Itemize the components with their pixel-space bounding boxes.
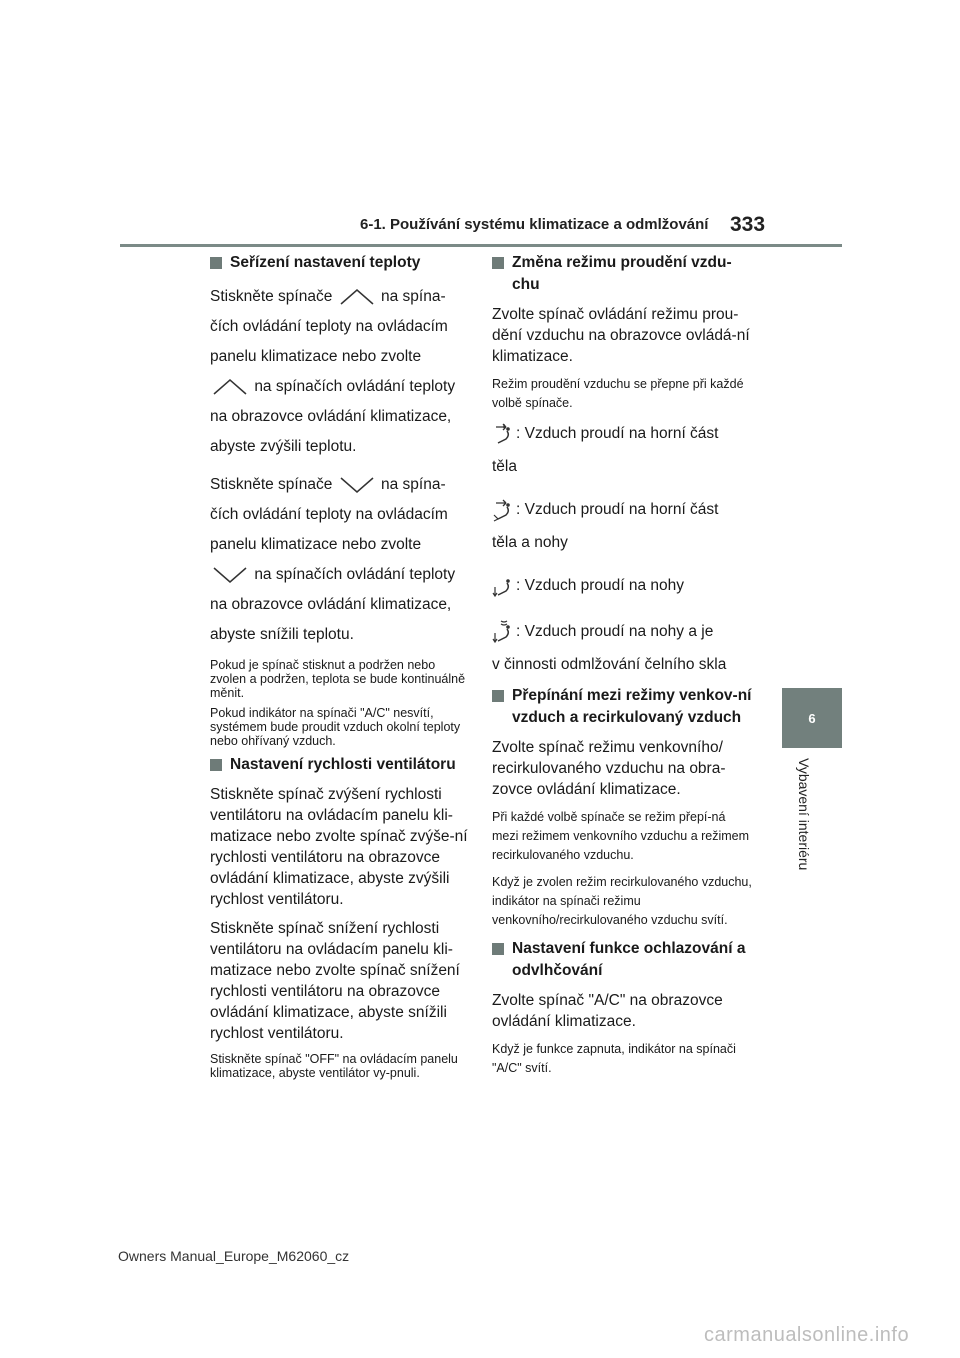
- text: panelu klimatizace nebo zvolte: [210, 536, 422, 553]
- text: na spínačích ovládání teploty: [254, 378, 456, 395]
- chevron-down-icon: [337, 474, 377, 496]
- heading-airflow-mode: [492, 252, 752, 296]
- heading-cooling: [492, 938, 752, 982]
- text: panelu klimatizace nebo zvolte: [210, 348, 422, 365]
- heading-temperature: [210, 252, 470, 274]
- text: : Vzduch proudí na horní část: [516, 425, 719, 443]
- text: na obrazovce ovládání klimatizace,: [210, 596, 452, 613]
- note-fan-off: Stiskněte spínač "OFF" na ovládacím panelu klimatizace, abyste ventilátor vy-pnuli.: [210, 1052, 458, 1080]
- text: čích ovládání teploty na ovládacím: [210, 318, 448, 335]
- bullet-square-icon: [492, 257, 504, 269]
- mode-feet-defog-cont: v činnosti odmlžování čelního skla: [492, 656, 727, 673]
- text: : Vzduch proudí na nohy a je: [516, 623, 714, 641]
- text: čích ovládání teploty na ovládacím: [210, 506, 448, 523]
- text: na spínačích ovládání teploty: [254, 566, 456, 583]
- bullet-square-icon: [492, 943, 504, 955]
- bullet-square-icon: [492, 690, 504, 702]
- page-number: 333: [730, 213, 766, 236]
- section-title: 6-1. Používání systému klimatizace a odmlžování: [360, 216, 709, 233]
- watermark: carmanualsonline.info: [704, 1324, 910, 1346]
- note-recirculation-switch: Při každé volbě spínače se režim přepí-ná mezi režimem venkovního vzduchu a režimem recirkulovaného vzduchu.: [492, 810, 750, 862]
- heading-text: Přepínání mezi režimy venkov-ní vzduch a recirkulovaný vzduch: [512, 687, 752, 726]
- airflow-feet-defog-icon: [492, 619, 514, 645]
- text: : Vzduch proudí na nohy: [516, 577, 685, 595]
- airflow-feet-icon: [492, 573, 514, 599]
- chevron-up-icon: [337, 286, 377, 308]
- heading-text: Seřízení nastavení teploty: [230, 254, 421, 271]
- paragraph-fan-up: Stiskněte spínač zvýšení rychlosti ventilátoru na ovládacím panelu kli-matizace nebo zvolte spínač zvýše-ní rychlosti ventilátoru na obrazovce ovládání klimatizace, abyste zvýšili rychlost ventilátoru.: [210, 786, 468, 908]
- mode-upper-body-feet: [492, 497, 752, 523]
- mode-feet-defog: [492, 619, 752, 645]
- note-hold: Pokud je spínač stisknut a podržen nebo zvolen a podržen, teplota se bude kontinuálně měnit.: [210, 658, 466, 700]
- right-column: [492, 252, 752, 1086]
- text: Stiskněte spínače: [210, 476, 333, 493]
- note-airflow-switch: Režim proudění vzduchu se přepne při každé volbě spínače.: [492, 377, 744, 410]
- note-recirculation-indicator: Když je zvolen režim recirkulovaného vzduchu, indikátor na spínači režimu venkovního/recirkulovaného vzduchu svítí.: [492, 875, 752, 927]
- bullet-square-icon: [210, 257, 222, 269]
- heading-text: Nastavení funkce ochlazování a odvlhčování: [512, 940, 746, 979]
- chapter-tab: [782, 688, 842, 748]
- heading-recirculation: [492, 685, 752, 729]
- chapter-title: Vybavení interiéru: [796, 758, 812, 871]
- paragraph-temp-down: [210, 470, 470, 650]
- paragraph-temp-up: [210, 282, 470, 462]
- text: na spína-: [380, 476, 446, 493]
- text: na spína-: [380, 288, 446, 305]
- text: na obrazovce ovládání klimatizace,: [210, 408, 452, 425]
- text: abyste zvýšili teplotu.: [210, 438, 357, 455]
- text: abyste snížili teplotu.: [210, 626, 354, 643]
- paragraph-recirculation: Zvolte spínač režimu venkovního/ recirkulovaného vzduchu na obra-zovce ovládání klimatizace.: [492, 739, 726, 798]
- heading-text: Nastavení rychlosti ventilátoru: [230, 756, 456, 773]
- note-cooling-indicator: Když je funkce zapnuta, indikátor na spínači "A/C" svítí.: [492, 1042, 736, 1075]
- airflow-face-icon: [492, 421, 514, 447]
- footer-document-id: Owners Manual_Europe_M62060_cz: [118, 1248, 350, 1264]
- bullet-square-icon: [210, 759, 222, 771]
- text: : Vzduch proudí na horní část: [516, 501, 719, 519]
- header-divider: [120, 244, 842, 247]
- mode-upper-body: [492, 421, 752, 447]
- paragraph-airflow: Zvolte spínač ovládání režimu prou-dění vzduchu na obrazovce ovládá-ní klimatizace.: [492, 306, 750, 365]
- note-ac-indicator: Pokud indikátor na spínači "A/C" nesvítí, systémem bude proudit vzduch okolní teploty nebo ohřívaný vzduch.: [210, 706, 461, 748]
- left-column: [210, 252, 470, 1086]
- heading-fan-speed: [210, 754, 470, 776]
- heading-text: Změna režimu proudění vzdu-chu: [512, 254, 732, 293]
- mode-feet: [492, 573, 752, 599]
- mode-upper-body-cont: těla: [492, 458, 517, 475]
- chapter-number: 6: [808, 710, 816, 726]
- chevron-up-icon: [210, 376, 250, 398]
- mode-upper-body-feet-cont: těla a nohy: [492, 534, 568, 551]
- text: Stiskněte spínače: [210, 288, 333, 305]
- paragraph-fan-down: Stiskněte spínač snížení rychlosti ventilátoru na ovládacím panelu kli-matizace nebo zvolte spínač snížení rychlosti ventilátoru na obrazovce ovládání klimatizace, abyste snížili rychlost ventilátoru.: [210, 920, 460, 1042]
- airflow-face-feet-icon: [492, 497, 514, 523]
- chevron-down-icon: [210, 564, 250, 586]
- paragraph-cooling: Zvolte spínač "A/C" na obrazovce ovládání klimatizace.: [492, 992, 723, 1030]
